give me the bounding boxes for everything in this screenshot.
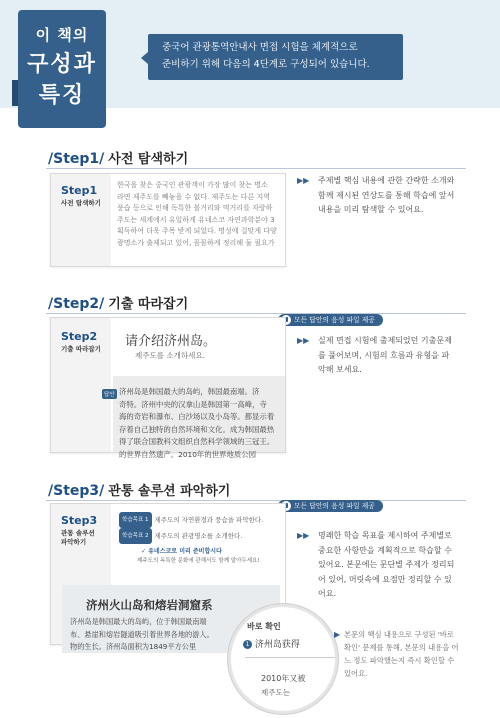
step3-desc-line: 있어요. 본문에는 문단별 주제가 정리되 xyxy=(318,560,455,569)
goal-tag: 학습목표 2 xyxy=(119,528,152,544)
step1-card-label: Step1 xyxy=(61,184,98,197)
goal-text: 제주도의 자연환경과 풍습을 파악한다. xyxy=(154,516,264,524)
step3-desc-line: 어 있어, 머릿속에 요점만 정리할 수 있 xyxy=(318,574,452,584)
step3-heading-ko: 관통 솔루션 파악하기 xyxy=(108,484,231,499)
step2-question-ko: 제주도를 소개하세요. xyxy=(135,351,205,360)
step1-heading-label: /Step1/ xyxy=(48,151,105,167)
step2-question-cn: 请介绍济州岛。 xyxy=(125,334,217,349)
step1-rule xyxy=(46,168,466,169)
step1-card-sub: 사전 탐색하기 xyxy=(61,199,101,207)
step2-answer-line: 济州岛是韩国最大的岛屿，韩国最南端。济 xyxy=(119,387,260,396)
tip-title: ✓ 유네스코로 미리 준비합시다 xyxy=(141,548,222,555)
check-label: 바로 확인 xyxy=(247,622,281,631)
check-desc-line: 느 정도 파악했는지 즉시 확인할 수 xyxy=(344,656,455,665)
step3-cn-line: 济州岛是韩国最大的岛屿，位于韩国最南端 xyxy=(70,617,207,626)
step2-heading-label: /Step2/ xyxy=(48,296,105,312)
step3-card-sub-1: 관통 솔루션 xyxy=(61,529,95,537)
step3-heading-label: /Step3/ xyxy=(48,483,105,499)
step1-card xyxy=(50,173,286,267)
badge-line-2: 구성과 xyxy=(27,52,97,77)
step2-answer-line: 海的奇岩和瀑布、白沙场以及小岛等。都显示着 xyxy=(119,412,275,421)
step2-desc-line: 를 풀어보며, 시험의 흐름과 유형을 파 xyxy=(318,350,450,360)
step2-card-label: Step2 xyxy=(61,330,98,343)
check-line-2: 2010年又被 xyxy=(261,674,306,683)
step2-description xyxy=(318,334,483,378)
step1-card-text xyxy=(117,180,277,249)
badge-line-3: 특징 xyxy=(38,83,86,108)
number-one-icon: 1 xyxy=(243,640,252,649)
check-line-1-text: 济州岛获得 xyxy=(254,640,300,650)
step3-desc-line: 중요한 사항만을 계획적으로 학습할 수 xyxy=(318,545,452,555)
step2-rule xyxy=(46,313,466,314)
step2-answer-line: 存着自己独特的自然环境和文化。成为韩国最热 xyxy=(119,424,275,434)
step1-card-line: 라면 제주도를 빼놓을 수 없다. 제주도는 다른 지역 xyxy=(117,192,271,201)
step3-cn-body xyxy=(70,616,214,654)
step1-card-line: 주도는 세계에서 유일하게 유네스코 자연과학분야 3 xyxy=(117,215,275,224)
step1-card-line: 한국을 찾은 중국인 관광객이 가장 많이 찾는 명소 xyxy=(117,181,268,189)
step3-cn-line: 物的生长。济州岛面积为1849平方公里 xyxy=(70,642,197,651)
step3-audio-badge xyxy=(278,500,383,512)
step1-card-line: 획득하여 더욱 주목 받게 되었다. 명성에 걸맞게 다양 xyxy=(117,227,277,235)
step1-bullet-icon: ▶▶ xyxy=(297,176,310,185)
section-badge xyxy=(18,10,106,128)
step1-desc-line: 주제별 핵심 내용에 관한 간략한 소개와 xyxy=(318,176,455,185)
intro-callout xyxy=(148,34,403,80)
step2-answer-line: 得了联合国教科文组织自然科学领域的三冠王。 xyxy=(119,437,275,446)
step2-heading-ko: 기출 따라잡기 xyxy=(108,297,189,312)
step3-desc-line: 어요. xyxy=(318,589,336,598)
goal-item xyxy=(119,512,263,528)
goal-text: 제주도의 관광명소를 소개한다. xyxy=(154,532,243,540)
check-desc-line: 본문의 핵심 내용으로 구성된 '바로 xyxy=(344,630,454,639)
intro-line-2: 준비하기 위해 다음의 4단계로 구성되어 있습니다. xyxy=(162,59,370,70)
step1-desc-line: 내용을 미리 탐색할 수 있어요. xyxy=(318,205,424,214)
step2-card xyxy=(50,317,286,459)
step1-heading xyxy=(48,148,188,167)
check-desc-line: 있어요. xyxy=(344,669,368,678)
goal-tag: 학습목표 1 xyxy=(119,512,152,528)
check-bullet-icon: ▶ xyxy=(334,630,341,639)
check-magnifier xyxy=(228,604,341,714)
step3-cn-line: 布、悬崖和熔岩隧道吸引着世界各地的游人。 xyxy=(70,629,214,639)
step2-answer-line: 的世界自然遗产。2010年的世界地质公园 xyxy=(119,449,257,459)
step2-answer-line: 奇特。济州中央的汉拿山是韩国第一高峰，寺 xyxy=(119,399,267,409)
check-line-3: 제주도는 xyxy=(261,688,290,697)
step2-heading xyxy=(48,293,188,312)
step3-bullet-icon: ▶▶ xyxy=(297,531,310,540)
step2-answer xyxy=(119,386,274,461)
step2-bullet-icon: ▶▶ xyxy=(297,336,310,345)
step3-audio-label: 모든 답안의 음성 파일 제공 xyxy=(294,502,375,510)
step1-heading-ko: 사전 탐색하기 xyxy=(108,152,189,167)
step2-audio-label: 모든 답안의 음성 파일 제공 xyxy=(294,316,375,324)
step3-description xyxy=(318,529,483,602)
badge-line-1: 이 책의 xyxy=(35,26,89,44)
step3-rule xyxy=(46,500,466,501)
step2-card-sub: 기출 따라잡기 xyxy=(61,345,101,353)
step3-desc-line: 명쾌한 학습 목표를 제시하여 주제별로 xyxy=(318,531,452,540)
answer-tag: 답안 xyxy=(102,389,117,399)
goal-item xyxy=(119,528,263,544)
step2-audio-badge xyxy=(278,314,383,326)
intro-line-1: 중국어 관광통역안내사 면접 시험을 체계적으로 xyxy=(162,42,358,53)
tip-title-text: 유네스코로 미리 준비합시다 xyxy=(148,548,222,555)
step1-desc-line: 함께 제시된 연상도를 통해 학습에 앞서 xyxy=(318,190,455,200)
step2-desc-line: 실제 면접 시험에 출제되었던 기출문제 xyxy=(318,336,452,345)
step1-card-line: 풍습 등으로 인해 독특한 볼거리와 먹거리를 자랑하 xyxy=(117,204,273,212)
step3-heading xyxy=(48,480,230,499)
step3-card-sub-2: 파악하기 xyxy=(61,538,87,546)
check-description xyxy=(344,628,489,680)
check-line-1 xyxy=(243,637,300,650)
step3-goals xyxy=(119,512,263,544)
step2-desc-line: 악해 보세요. xyxy=(318,365,362,374)
check-desc-line: 확인' 문제를 통해, 본문의 내용을 어 xyxy=(344,643,459,652)
step3-card-label: Step3 xyxy=(61,514,98,527)
step1-card-line: 광명소가 출제되고 있어, 꼼꼼하게 정리해 둘 필요가 xyxy=(117,238,275,247)
tip-text: 제주도의 독특한 문화에 관해서도 함께 알아두세요! xyxy=(137,558,260,564)
step3-cn-title: 济州火山岛和熔岩洞窟系 xyxy=(86,598,213,612)
step1-description xyxy=(318,174,483,218)
